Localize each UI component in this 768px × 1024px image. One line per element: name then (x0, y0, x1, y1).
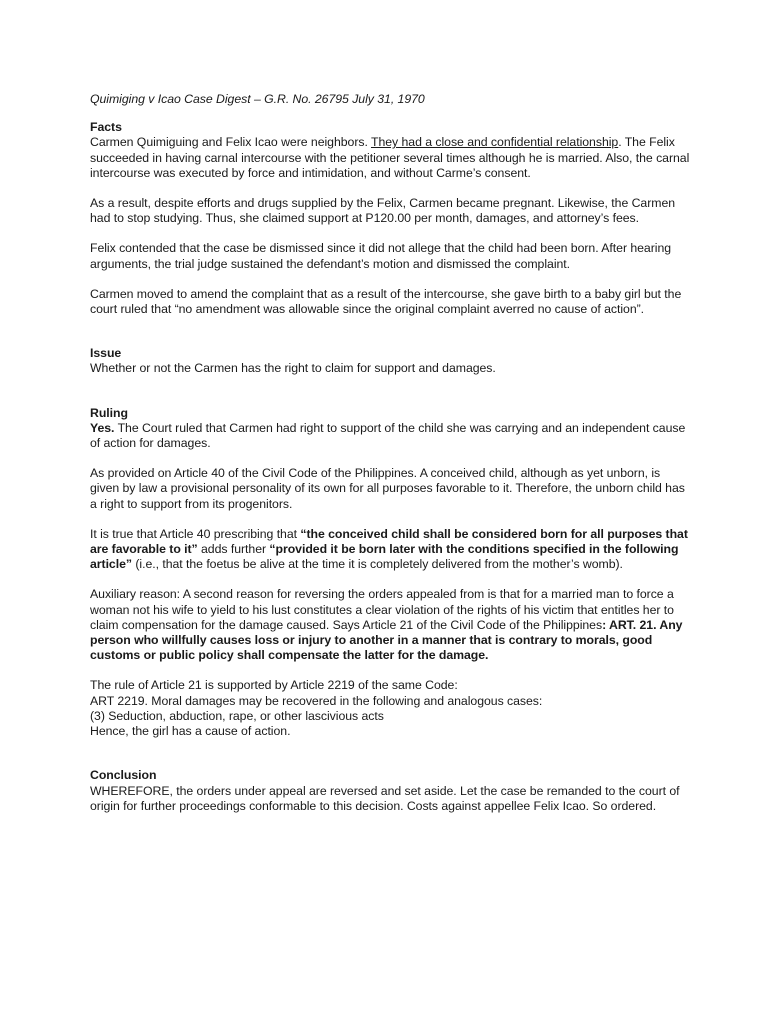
ruling-answer: Yes. (90, 420, 115, 435)
facts-heading: Facts (90, 120, 122, 135)
conclusion-section (90, 768, 690, 814)
facts-p1-underlined-text: They had a close and confidential relationship (370, 135, 619, 150)
facts-p1-text-a: Carmen Quimiguing and Felix Icao were neighbors. (90, 135, 371, 150)
facts-p1-text-b: . The Felix succeeded in having carnal intercourse with the petitioner several times although he is married. Also, the carnal intercourse was executed by force and intimidation, and without Carme’s consent. (90, 135, 690, 180)
ruling-p5-line-2: ART 2219. Moral damages may be recovered in the following and analogous cases: (90, 693, 543, 708)
facts-paragraph-2: As a result, despite efforts and drugs supplied by the Felix, Carmen became pregnant. Likewise, the Carmen had to stop studying. Thus, she claimed support at P120.00 per month, damages, and attorney’s fees. (90, 196, 676, 226)
ruling-p4-article-21: : ART. 21. Any person who willfully causes loss or injury to another in a manner that is contrary to morals, good customs or public policy shall compensate the latter for the damage. (90, 617, 683, 663)
ruling-p1-text: The Court ruled that Carmen had right to support of the child she was carrying and an independent cause of action for damages. (90, 420, 686, 451)
ruling-p3-text-c: (i.e., that the foetus be alive at the time it is completely delivered from the mother’s womb). (131, 557, 623, 572)
ruling-p3-text-a: It is true that Article 40 prescribing that (90, 526, 301, 541)
ruling-p4-text: Auxiliary reason: A second reason for reversing the orders appealed from is that for a married man to force a woman not his wife to yield to his lust constitutes a clear violation of the rights of his victim that entitles her to claim compensation for the damage caused. Says Article 21 of the Civil Code of the Philippines (90, 587, 674, 632)
ruling-paragraph-3 (90, 527, 690, 573)
facts-paragraph-3: Felix contended that the case be dismissed since it did not allege that the child had been born. After hearing arguments, the trial judge sustained the defendant’s motion and dismissed the complaint. (90, 241, 672, 271)
ruling-p5-line-3: (3) Seduction, abduction, rape, or other lascivious acts (90, 708, 384, 723)
ruling-p5-line-1: The rule of Article 21 is supported by Article 2219 of the same Code: (90, 678, 458, 693)
facts-section (90, 120, 690, 317)
ruling-paragraph-2: As provided on Article 40 of the Civil Code of the Philippines. A conceived child, although as yet unborn, is given by law a provisional personality of its own for all purposes favorable to it. Therefore, the unborn child has a right to support from its progenitors. (90, 466, 685, 511)
conclusion-heading: Conclusion (90, 768, 157, 783)
ruling-p3-quote-1: “the conceived child shall be considered born for all purposes that are favorable to it” (90, 526, 688, 557)
conclusion-text: WHEREFORE, the orders under appeal are reversed and set aside. Let the case be remanded to the court of origin for further proceedings conformable to this decision. Costs against appellee Felix Icao. So ordered. (90, 783, 680, 813)
facts-paragraph-4: Carmen moved to amend the complaint that as a result of the intercourse, she gave birth to a baby girl but the court ruled that “no amendment was allowable since the original complaint averred no cause of action”. (90, 286, 682, 317)
issue-section (90, 346, 690, 376)
ruling-heading: Ruling (90, 405, 128, 420)
ruling-p3-text-b: adds further (197, 542, 270, 557)
ruling-paragraph-5 (90, 678, 690, 739)
ruling-paragraph-4 (90, 587, 690, 663)
issue-text: Whether or not the Carmen has the right to claim for support and damages. (90, 361, 496, 376)
ruling-p5-line-4: Hence, the girl has a cause of action. (90, 724, 291, 739)
issue-heading: Issue (90, 346, 122, 361)
ruling-p3-quote-2: “provided it be born later with the conditions specified in the following article” (90, 542, 679, 572)
ruling-paragraph-1 (90, 421, 690, 451)
document-page (90, 92, 690, 814)
facts-paragraph-1 (90, 135, 690, 181)
ruling-section (90, 406, 690, 740)
document-title: Quimiging v Icao Case Digest – G.R. No. 26795 July 31, 1970 (90, 92, 425, 106)
